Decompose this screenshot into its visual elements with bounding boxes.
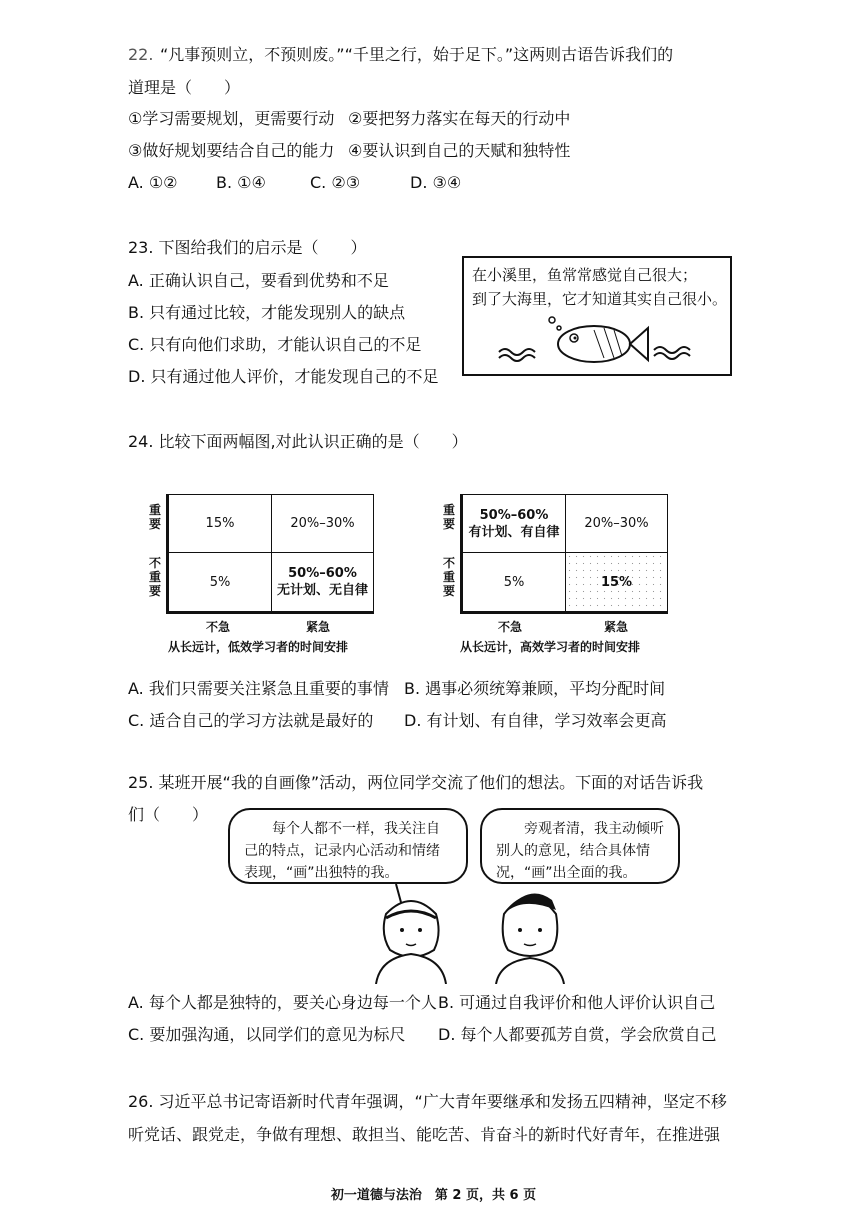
q25-option-d: D. 每个人都要孤芳自赏，学会欣赏自己 xyxy=(438,1025,717,1044)
q23-option-a: A. 正确认识自己，要看到优势和不足 xyxy=(128,271,389,290)
boy-speech-bubble: 旁观者清，我主动倾听别人的意见，结合具体情况，“画”出全面的我。 xyxy=(480,808,680,884)
q25-option-c: C. 要加强沟通，以同学们的意见为标尺 xyxy=(128,1025,406,1044)
left-matrix-caption: 从长远计，低效学习者的时间安排 xyxy=(168,640,349,654)
q22-option-a: A. ①② xyxy=(128,173,178,192)
q26-line2: 听党话、跟党走，争做有理想、敢担当、能吃苦、肯奋斗的新时代好青年，在推进强 xyxy=(128,1125,721,1144)
q22-option-d: D. ③④ xyxy=(410,173,462,192)
q22-number: 22. xyxy=(128,45,154,64)
q25-option-a: A. 每个人都是独特的，要关心身边每一个人 xyxy=(128,993,437,1012)
q24-stem: 24. 比较下面两幅图,对此认识正确的是（ ） xyxy=(128,432,468,451)
q23-option-b: B. 只有通过比较，才能发现别人的缺点 xyxy=(128,303,406,322)
q22-stem-line2: 道理是（ ） xyxy=(128,78,241,97)
left-y-label-not-important: 不重要 xyxy=(148,556,161,598)
left-cell-not-important-not-urgent: 5% xyxy=(168,552,272,612)
right-y-label-not-important: 不重要 xyxy=(442,556,455,598)
q23-stem: 23. 下图给我们的启示是（ ） xyxy=(128,238,367,257)
left-cell-not-important-urgent: 50%–60% 无计划、无自律 xyxy=(271,552,374,612)
q23-illustration-box xyxy=(462,256,732,376)
left-x-label-not-urgent: 不急 xyxy=(206,620,231,634)
left-y-label-important: 重要 xyxy=(148,503,161,531)
q22-statement-1: ①学习需要规划，更需要行动 xyxy=(128,109,335,128)
boy-student-icon xyxy=(490,888,570,984)
q23-option-c: C. 只有向他们求助，才能认识自己的不足 xyxy=(128,335,422,354)
q22-statement-3: ③做好规划要结合自己的能力 xyxy=(128,141,335,160)
q23-option-d: D. 只有通过他人评价，才能发现自己的不足 xyxy=(128,367,439,386)
right-x-label-not-urgent: 不急 xyxy=(498,620,523,634)
girl-speech-bubble: 每个人都不一样，我关注自己的特点，记录内心活动和情绪表现，“画”出独特的我。 xyxy=(228,808,468,884)
q22-stem-line1: “凡事预则立，不预则废。”“千里之行，始于足下。”这两则古语告诉我们的 xyxy=(160,45,674,64)
left-cell-important-not-urgent: 15% xyxy=(168,494,272,553)
fish-icon xyxy=(494,312,704,368)
q22-statement-4: ④要认识到自己的天赋和独特性 xyxy=(348,141,571,160)
q25-stem-line1: 25. 某班开展“我的自画像”活动，两位同学交流了他们的想法。下面的对话告诉我 xyxy=(128,773,704,792)
right-cell-not-important-urgent: 15% xyxy=(565,552,668,612)
q26-line1: 26. 习近平总书记寄语新时代青年强调，“广大青年要继承和发扬五四精神，坚定不移 xyxy=(128,1092,727,1111)
right-time-matrix xyxy=(460,494,668,614)
q23-box-line1: 在小溪里，鱼常常感觉自己很大； xyxy=(472,266,698,284)
left-x-label-urgent: 紧急 xyxy=(306,620,331,634)
q24-option-c: C. 适合自己的学习方法就是最好的 xyxy=(128,711,374,730)
left-cell-important-urgent: 20%–30% xyxy=(271,494,374,553)
right-y-label-important: 重要 xyxy=(442,503,455,531)
q25-stem-line2: 们（ ） xyxy=(128,805,209,824)
q22-option-b: B. ①④ xyxy=(216,173,266,192)
right-cell-not-important-not-urgent: 5% xyxy=(462,552,566,612)
q23-box-line2: 到了大海里，它才知道其实自己很小。 xyxy=(472,290,728,308)
right-matrix-caption: 从长远计，高效学习者的时间安排 xyxy=(460,640,641,654)
left-time-matrix xyxy=(166,494,374,614)
q24-option-b: B. 遇事必须统筹兼顾，平均分配时间 xyxy=(404,679,666,698)
q24-option-d: D. 有计划、有自律，学习效率会更高 xyxy=(404,711,667,730)
page-footer: 初一道德与法治 第 2 页，共 6 页 xyxy=(330,1188,537,1203)
girl-student-icon xyxy=(366,884,456,984)
q22-option-c: C. ②③ xyxy=(310,173,361,192)
right-cell-important-urgent: 20%–30% xyxy=(565,494,668,553)
right-cell-important-not-urgent: 50%–60% 有计划、有自律 xyxy=(462,494,566,553)
q22-statement-2: ②要把努力落实在每天的行动中 xyxy=(348,109,571,128)
q24-option-a: A. 我们只需要关注紧急且重要的事情 xyxy=(128,679,389,698)
right-x-label-urgent: 紧急 xyxy=(604,620,629,634)
q25-option-b: B. 可通过自我评价和他人评价认识自己 xyxy=(438,993,716,1012)
